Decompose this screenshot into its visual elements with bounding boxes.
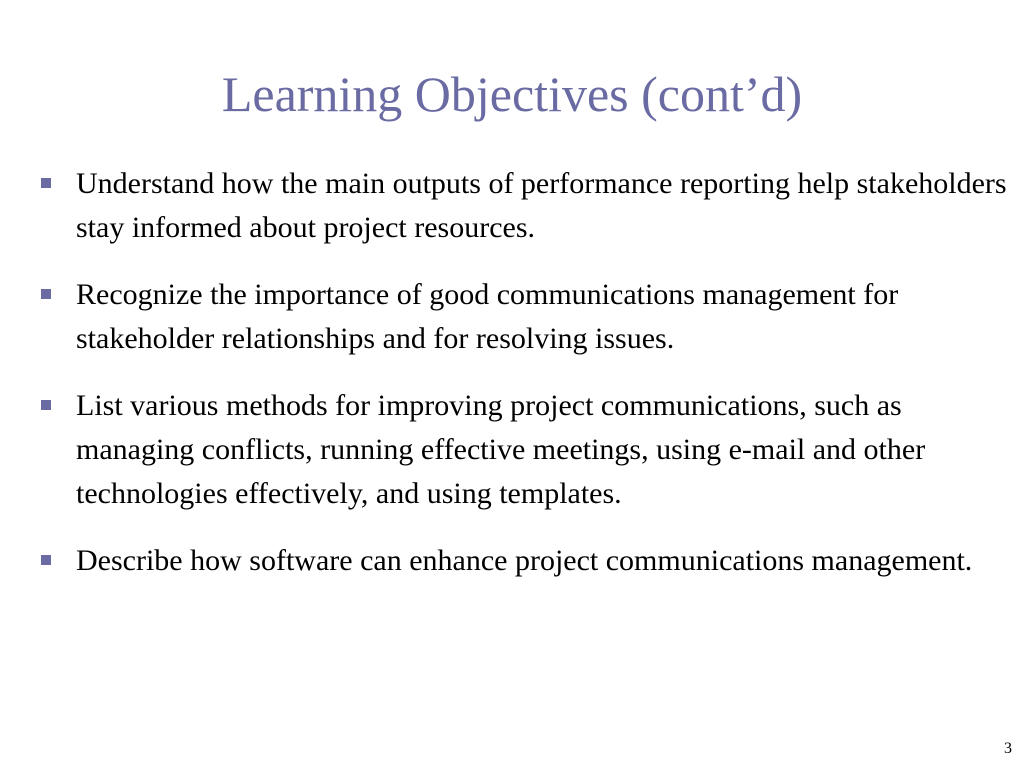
page-number: 3 (1004, 740, 1012, 757)
square-bullet-icon (41, 400, 51, 410)
square-bullet-icon (41, 555, 51, 565)
bullet-item (36, 384, 1011, 516)
square-bullet-icon (41, 289, 51, 299)
bullet-text: Recognize the importance of good communications management for stakeholder relationships and for resolving issues. (76, 278, 899, 355)
square-bullet-icon (41, 178, 51, 188)
bullet-text: Describe how software can enhance project communications management. (76, 544, 973, 577)
bullet-item (36, 539, 1011, 583)
slide-title: Learning Objectives (cont’d) (221, 66, 803, 122)
bullet-item (36, 162, 1011, 250)
bullet-text: Understand how the main outputs of performance reporting help stakeholders stay informed about project resources. (76, 167, 1007, 244)
bullet-text: List various methods for improving project communications, such as managing conflicts, running effective meetings, using e-mail and other technologies effectively, and using templates. (76, 389, 926, 510)
bullet-item (36, 273, 1011, 361)
bullet-list (36, 162, 1011, 583)
